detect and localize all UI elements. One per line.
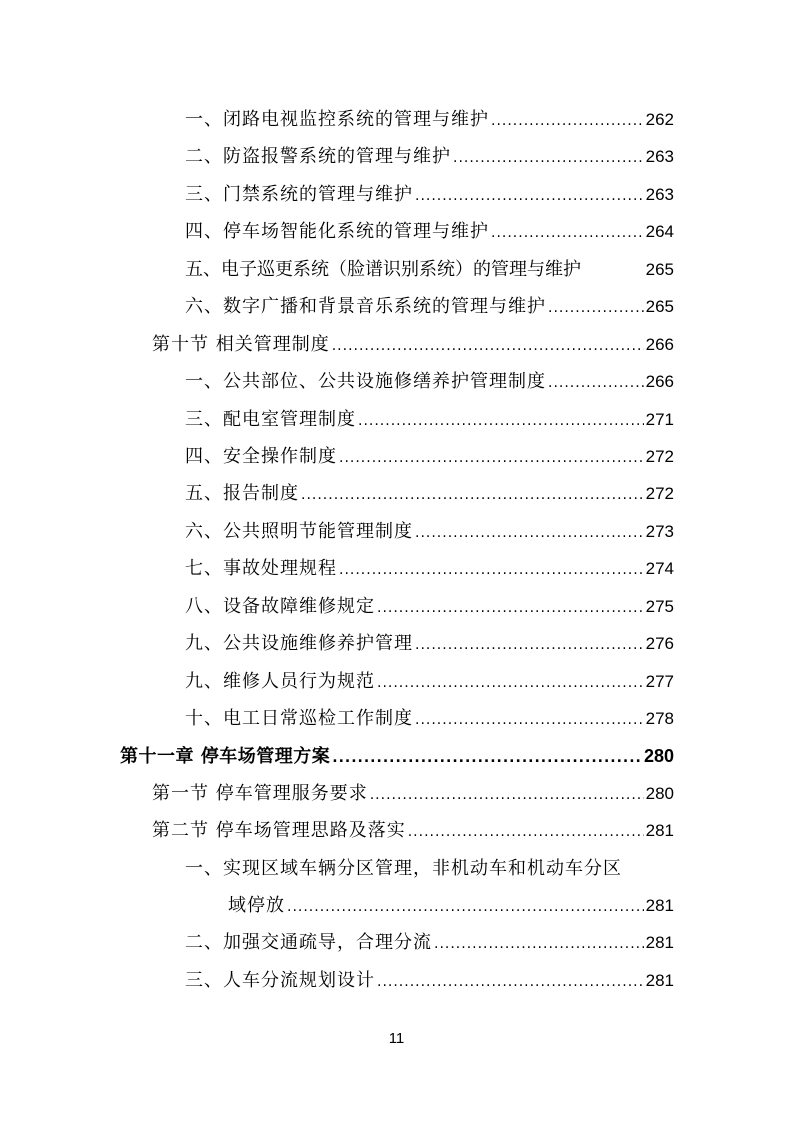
toc-page-number: 272 — [645, 484, 674, 503]
toc-leader-dots — [491, 218, 644, 248]
toc-entry-title: 六、公共照明节能管理制度 — [185, 521, 413, 542]
toc-entry[interactable] — [185, 142, 674, 172]
toc-leader-dots — [301, 480, 644, 510]
toc-entry-title: 五、报告制度 — [185, 483, 299, 504]
page-number-footer: 11 — [388, 1030, 405, 1047]
toc-page-number: 265 — [645, 260, 674, 279]
toc-leader-dots — [377, 668, 644, 698]
toc-entry-title: 第二节 停车场管理思路及落实 — [152, 820, 406, 841]
toc-section-entry[interactable] — [152, 330, 674, 360]
toc-leader-dots — [408, 817, 644, 847]
toc-entry[interactable] — [185, 442, 674, 472]
toc-entry-title: 一、实现区域车辆分区管理，非机动车和机动车分区 — [185, 858, 622, 879]
toc-page-number: 273 — [645, 522, 674, 541]
toc-page-number: 266 — [645, 372, 674, 391]
toc-entry-title: 二、加强交通疏导，合理分流 — [185, 932, 432, 953]
toc-entry-title: 六、数字广播和背景音乐系统的管理与维护 — [185, 296, 546, 317]
toc-page-number: 266 — [645, 335, 674, 354]
toc-entry-title: 五、电子巡更系统（脸谱识别系统）的管理与维护 — [185, 259, 581, 280]
toc-entry-title: 第十节 相关管理制度 — [152, 334, 330, 355]
toc-entry[interactable] — [185, 479, 674, 509]
toc-entry-title: 域停放 — [228, 895, 285, 916]
toc-leader-dots — [339, 443, 644, 473]
toc-entry[interactable] — [185, 592, 674, 622]
toc-page-number: 262 — [645, 110, 674, 129]
toc-leader-dots — [287, 892, 644, 922]
toc-leader-dots — [415, 630, 644, 660]
toc-entry[interactable] — [185, 854, 674, 884]
toc-section-entry[interactable] — [152, 816, 674, 846]
toc-entry-title: 四、安全操作制度 — [185, 446, 337, 467]
toc-entry[interactable] — [185, 180, 674, 210]
toc-entry-title: 一、闭路电视监控系统的管理与维护 — [185, 109, 489, 130]
toc-entry-title: 三、配电室管理制度 — [185, 409, 356, 430]
toc-entry[interactable] — [185, 105, 674, 135]
toc-entry[interactable] — [185, 704, 674, 734]
toc-entry-title: 三、门禁系统的管理与维护 — [185, 184, 413, 205]
toc-leader-dots — [358, 406, 644, 436]
toc-page-number: 281 — [645, 933, 674, 952]
toc-entry-continuation[interactable] — [228, 891, 674, 921]
toc-entry[interactable] — [185, 554, 674, 584]
toc-entry[interactable] — [185, 517, 674, 547]
toc-entry[interactable] — [185, 292, 674, 322]
toc-leader-dots — [415, 705, 644, 735]
toc-entry[interactable] — [185, 667, 674, 697]
toc-page-number: 272 — [645, 447, 674, 466]
toc-entry[interactable] — [185, 367, 674, 397]
toc-leader-dots — [415, 518, 644, 548]
toc-entry-title: 十、电工日常巡检工作制度 — [185, 708, 413, 729]
toc-entry-title: 第一节 停车管理服务要求 — [152, 783, 368, 804]
toc-page-number: 264 — [645, 222, 674, 241]
toc-entry[interactable] — [185, 255, 674, 285]
toc-entry[interactable] — [185, 405, 674, 435]
toc-entry[interactable] — [185, 629, 674, 659]
toc-leader-dots — [491, 106, 644, 136]
toc-leader-dots — [548, 293, 644, 323]
toc-leader-dots — [377, 593, 644, 623]
toc-page-number: 281 — [645, 896, 674, 915]
toc-page-number: 275 — [645, 597, 674, 616]
toc-page-number: 280 — [643, 746, 674, 766]
toc-entry-title: 七、事故处理规程 — [185, 558, 337, 579]
toc-leader-dots — [332, 743, 642, 773]
toc-leader-dots — [453, 143, 644, 173]
toc-page-number: 276 — [645, 634, 674, 653]
toc-entry-title: 九、公共设施维修养护管理 — [185, 633, 413, 654]
toc-page-number: 277 — [645, 672, 674, 691]
toc-chapter-title: 第十一章 停车场管理方案 — [120, 746, 331, 767]
toc-page-number: 281 — [645, 971, 674, 990]
toc-entry[interactable] — [185, 217, 674, 247]
toc-leader-dots — [548, 368, 644, 398]
toc-leader-dots — [339, 555, 644, 585]
toc-page-number: 271 — [645, 410, 674, 429]
toc-leader-dots — [370, 780, 644, 810]
toc-entry-title: 九、维修人员行为规范 — [185, 671, 375, 692]
toc-page-number: 280 — [645, 784, 674, 803]
toc-page-number: 278 — [645, 709, 674, 728]
toc-entry-title: 四、停车场智能化系统的管理与维护 — [185, 221, 489, 242]
toc-leader-dots — [415, 181, 644, 211]
toc-chapter-entry[interactable] — [120, 741, 674, 771]
toc-leader-dots — [377, 967, 644, 997]
toc-entry-title: 三、人车分流规划设计 — [185, 970, 375, 991]
toc-page-number: 281 — [645, 821, 674, 840]
toc-page-number: 274 — [645, 559, 674, 578]
toc-leader-dots — [332, 331, 644, 361]
toc-leader-dots — [434, 929, 644, 959]
toc-entry-title: 八、设备故障维修规定 — [185, 596, 375, 617]
toc-page-number: 265 — [645, 297, 674, 316]
toc-page-number: 263 — [645, 185, 674, 204]
toc-section-entry[interactable] — [152, 779, 674, 809]
toc-entry-title: 一、公共部位、公共设施修缮养护管理制度 — [185, 371, 546, 392]
toc-entry-title: 二、防盗报警系统的管理与维护 — [185, 146, 451, 167]
toc-page-number: 263 — [645, 147, 674, 166]
toc-entry[interactable] — [185, 966, 674, 996]
toc-entry[interactable] — [185, 928, 674, 958]
